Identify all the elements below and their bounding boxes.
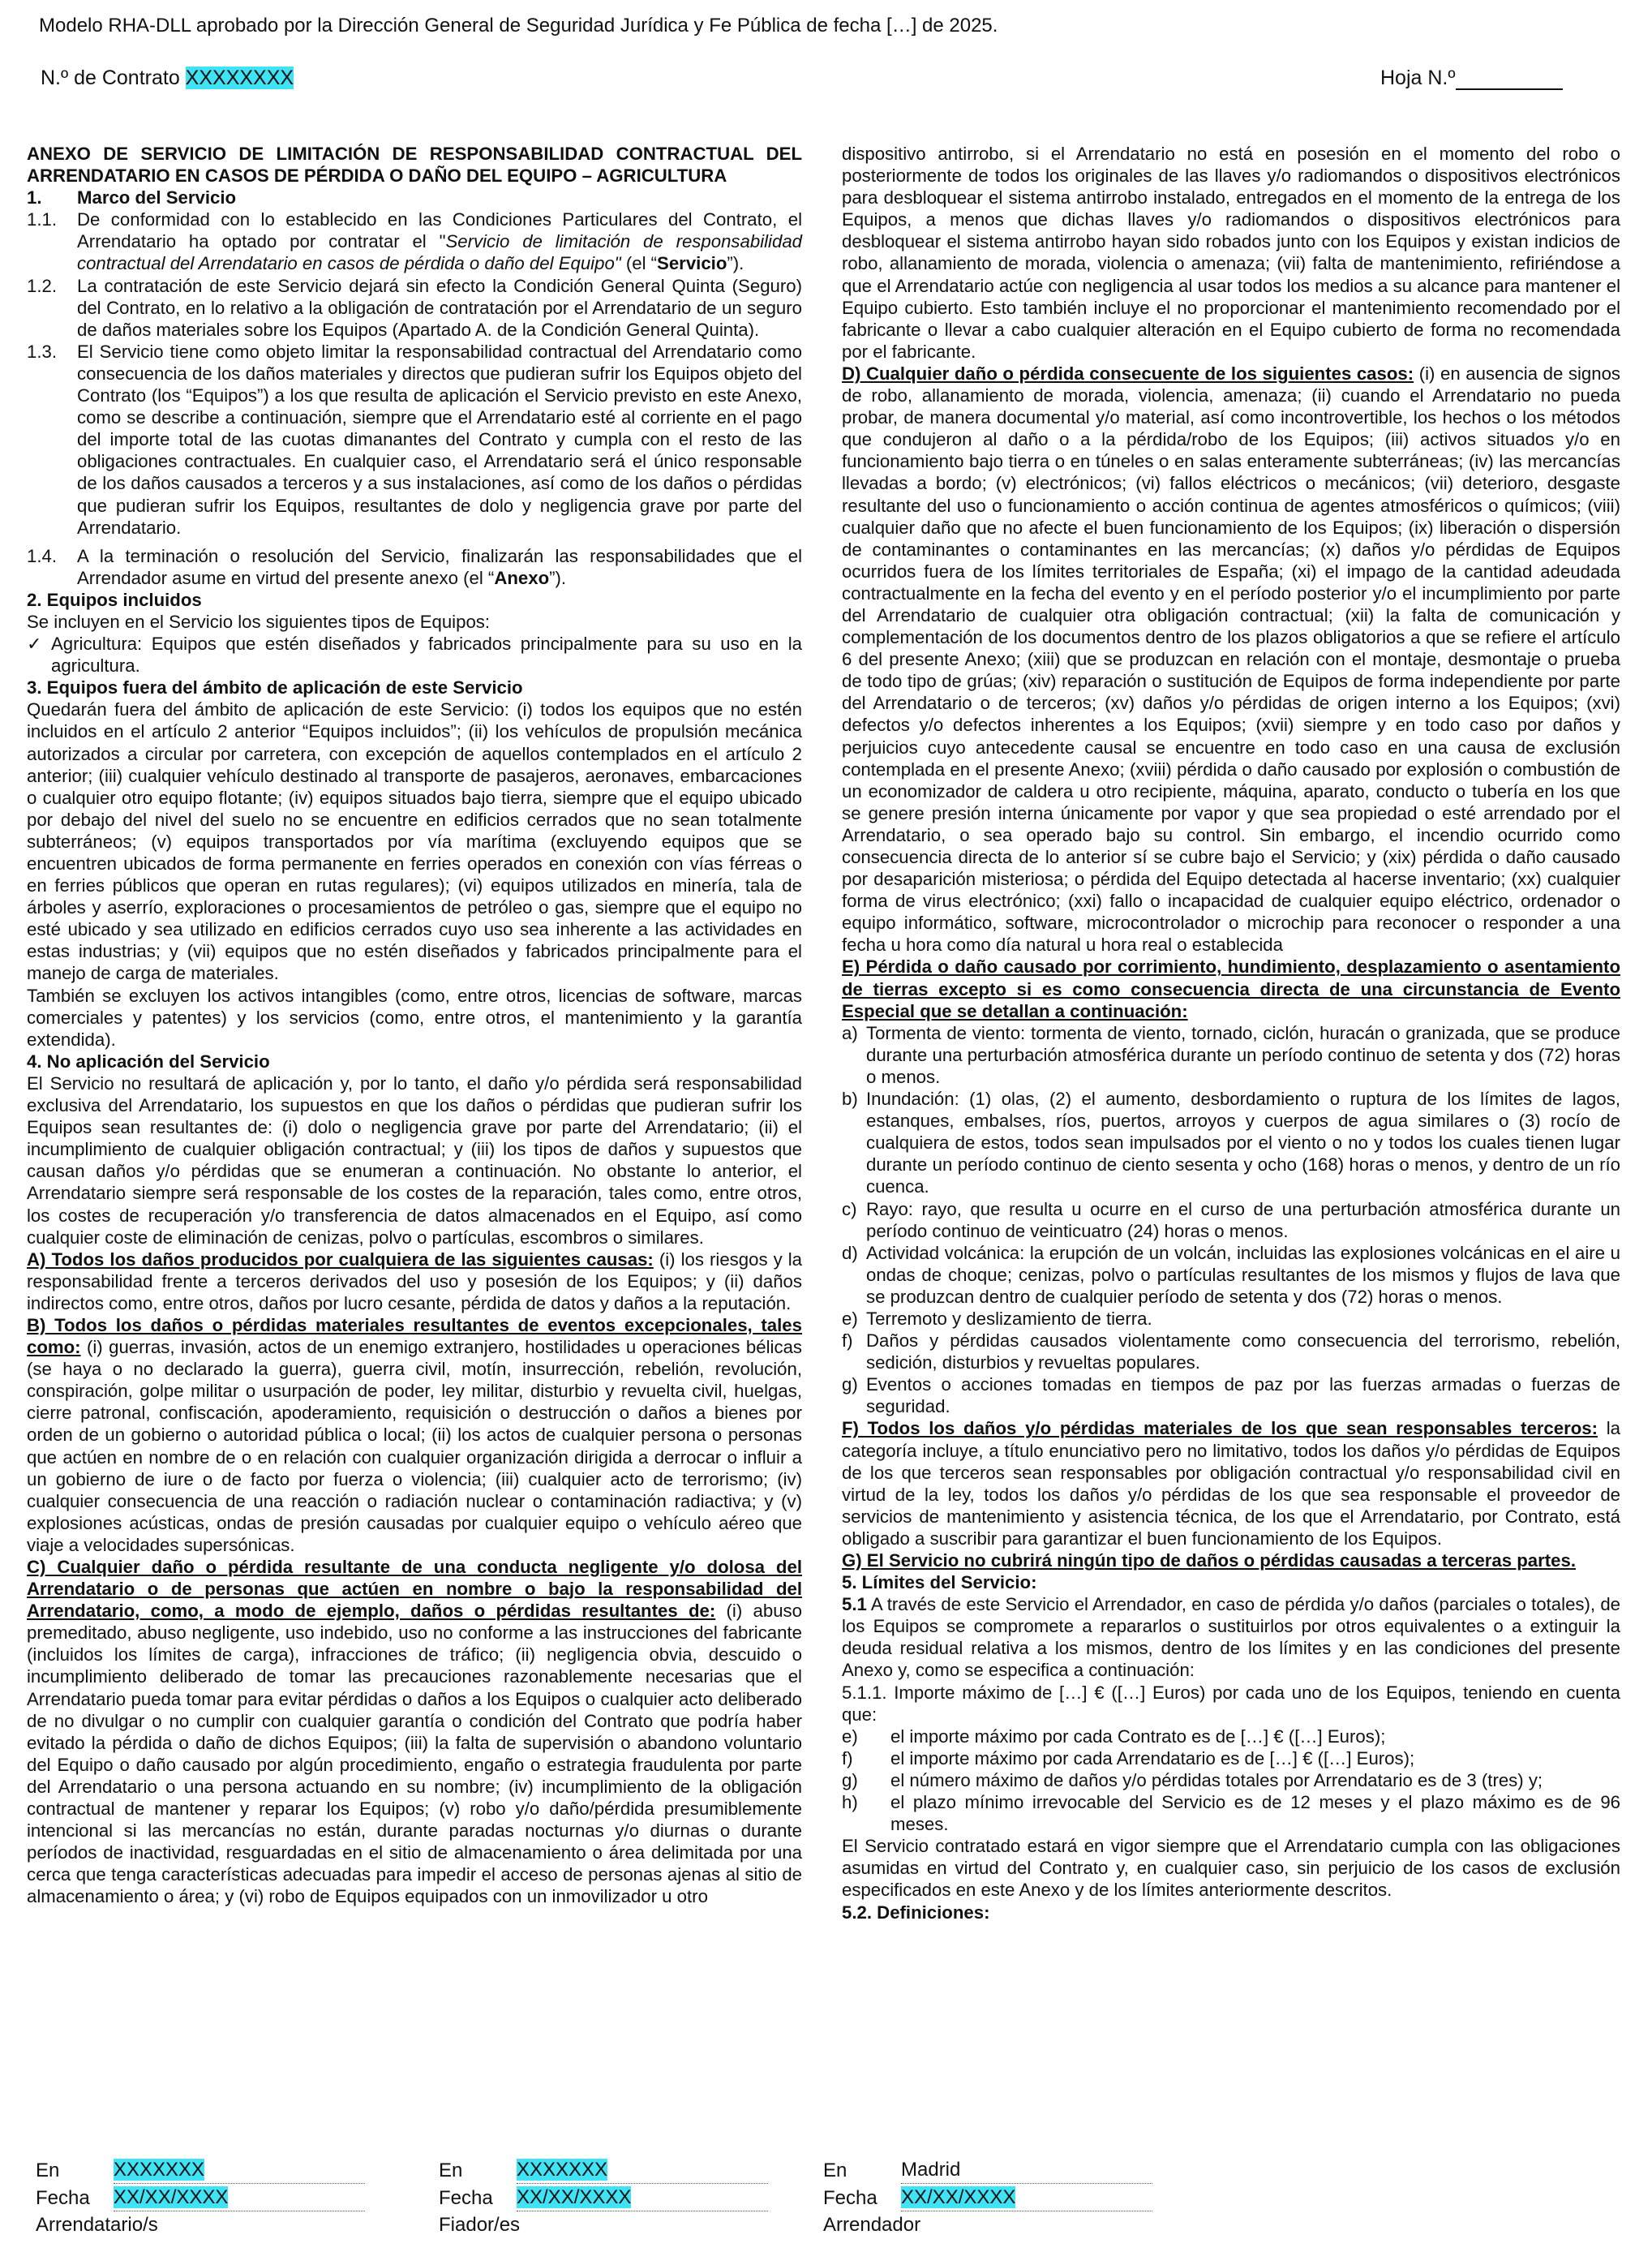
exclusion-d: D) Cualquier daño o pérdida consecuente de los siguientes casos: (i) en ausencia de signos de robo, allanamiento de morada, violencia, amenaza; (ii) cuando el Arrendatario no pueda probar, de manera documental y/o material, así como incontrovertible, los hechos o los métodos que condujeron al daño o a la pérdida/robo de los Equipos; (iii) activos situados y/o en funcionamiento bajo tierra o en túneles o en salas enteramente subterráneas; (iv) las mercancías llevadas a bordo; (v) electrónicos; (vi) fallos eléctricos o mecánicos; (vii) deterioro, desgaste resultante del uso o funcionamiento o acción continua de agentes atmosféricos o químicos; (viii) cualquier daño que no afecte el buen funcionamiento de los Equipos; (ix) liberación o dispersión de contaminantes o contaminantes en las mercancías; (x) daños y/o pérdidas de Equipos ocurridos fuera de los límites territoriales de España; (xi) el impago de la cantidad adeudada contractualmente en la fecha del evento y en el período posterior y/o el incumplimiento por parte del Arrendatario de cualquier otra obligación contractual; (xii) la falta de comunicación y complementación de los documentos dentro de los plazos obligatorios a que se refiere el artículo 6 del presente Anexo; (xiii) que se produzcan en relación con el montaje, desmontaje o prueba de todo tipo de grúas; (xiv) reparación o sustitución de Equipos de forma independiente por parte del Arrendatario o de terceros; (xv) daños y/o pérdidas de origen interno a los Equipos; (xvi) defectos y/o defectos inherentes a los Equipos; (xvii) siempre y en todo caso por daños y perjuicios cuyo antecedente causal se encuentre en todo caso en una causa de exclusión contemplada en el presente Anexo; (xviii) pérdida o daño causado por explosión o combustión de un economizador de caldera u otro recipiente, máquina, aparato, conducto o tubería en los que se genere presión interna únicamente por vapor y que sea propiedad o esté arrendado por el Arrendatario, o sea operado bajo su control. Sin embargo, el incendio ocurrido como consecuencia directa de lo anterior sí se cubre bajo el Servicio; y (xix) pérdida o daño causado por desaparición misteriosa; o pérdida del Equipo detectada al hacerse inventario; (xx) cualquier forma de virus electrónico; (xxi) fallo o incapacidad de cualquier equipo eléctrico, ordenador o equipo informático, software, microcontrolador o microchip para reconocer o responder a una fecha u hora como día natural u hora real o establecida <box>842 363 1621 956</box>
signatory-role: Arrendador <box>823 2214 921 2236</box>
approval-note: Modelo RHA-DLL aprobado por la Dirección General de Seguridad Jurídica y Fe Pública de fecha […] de 2025. <box>39 15 998 37</box>
clause-1-4: 1.4. A la terminación o resolución del Servicio, finalizarán las responsabilidades que el Arrendador asume en virtud del presente anexo (el “Anexo”). <box>27 545 802 588</box>
list-item: f) Daños y pérdidas causados violentamente como consecuencia del terrorismo, rebelión, sedición, disturbios y revueltas populares. <box>842 1330 1620 1373</box>
list-item: g) el número máximo de daños y/o pérdidas totales por Arrendatario es de 3 (tres) y; <box>842 1769 1543 1790</box>
signature-block-arrendador <box>823 2156 1152 2238</box>
date-field[interactable]: XX/XX/XXXX <box>901 2184 1152 2211</box>
place-field[interactable]: XXXXXXX <box>114 2156 365 2184</box>
sheet-number: Hoja N.º <box>1380 67 1563 90</box>
section-3-text-2: También se excluyen los activos intangibles (como, entre otros, licencias de software, marcas comerciales y patentes) y los servicios (como, entre otros, el mantenimiento y la garantía extendida). <box>27 985 802 1050</box>
section-2-heading: 2. Equipos incluidos <box>27 589 202 610</box>
exclusion-b: B) Todos los daños o pérdidas materiales resultantes de eventos excepcionales, tales como: (i) guerras, invasión, actos de un enemigo extranjero, hostilidades u operaciones bélicas (se haya o no declarado la guerra), guerra civil, motín, insurrección, rebelión, revolución, conspiración, golpe militar o usurpación de poder, ley militar, disturbio y revuelta civil, huelgas, cierre patronal, confiscación, apoderamiento, requisición o destrucción o daños a bienes por orden de un gobierno o autoridad pública o local; (ii) los actos de cualquier persona o personas que actúen en nombre de o en relación con cualquier organización dirigida a derrocar o influir a un gobierno de iure o de facto por fuerza o violencia; (iii) cualquier acto de terrorismo; (iv) cualquier consecuencia de una reacción o radiación nuclear o contaminación radiactiva; y (v) explosiones acústicas, ondas de presión causadas por cualquier equipo o vehículo aéreo que viaje a velocidades supersónicas. <box>27 1314 802 1555</box>
section-4-heading: 4. No aplicación del Servicio <box>27 1051 270 1072</box>
check-icon: ✓ <box>27 634 42 655</box>
clause-5-1: 5.1 A través de este Servicio el Arrendador, en caso de pérdida y/o daños (parciales o totales), de los Equipos se compromete a repararlos o sustituirlos por otros equivalentes o a extinguir la deuda residual relativa a los mismos, dentro de los límites y en las condiciones del presente Anexo y, como se especifica a continuación: <box>842 1594 1620 1681</box>
list-item: c) Rayo: rayo, que resulta u ocurre en el curso de una perturbación atmosférica durante un período continuo de veinticuatro (24) horas o menos. <box>842 1198 1620 1241</box>
list-item: e) Terremoto y deslizamiento de tierra. <box>842 1308 1152 1329</box>
exclusion-c-continued: dispositivo antirrobo, si el Arrendatario no está en posesión en el momento del robo o posteriormente de todos los originales de las llaves y/o radiomandos o dispositivos electrónicos para desbloquear el sistema antirrobo instalado, entregados en el momento de la entrega de los Equipos, a menos que dichas llaves y/o radiomandos o dispositivos electrónicos para desbloquear el sistema antirrobo hayan sido robados junto con los Equipos y existan indicios de robo, allanamiento de morada, violencia o amenaza; (vii) falta de mantenimiento, refiriéndose a que el Arrendatario actúe con negligencia al usar todos los medios a su alcance para mantener el Equipo cubierto. Esto también incluye el no proporcionar el mantenimiento recomendado por el fabricante o llevar a cabo cualquier alteración en el Equipo cubierto de forma no recomendada por el fabricante. <box>842 144 1620 362</box>
clause-1-3: 1.3. El Servicio tiene como objeto limitar la responsabilidad contractual del Arrendatario como consecuencia de los daños materiales y directos que pudieran sufrir los Equipos objeto del Contrato (los “Equipos”) a los que resulta de aplicación el Servicio previsto en este Anexo, como se describe a continuación, siempre que el Arrendatario esté al corriente en el pago del importe total de las cuotas dimanantes del Contrato y cumpla con el resto de las obligaciones contractuales. En cualquier caso, el Arrendatario será el único responsable de los daños causados a terceros y a sus instalaciones, así como de los daños o pérdidas que pudieran sufrir los Equipos, resultantes de dolo y negligencia grave por parte del Arrendatario. <box>27 341 802 538</box>
clause-5-2-heading: 5.2. Definiciones: <box>842 1902 990 1923</box>
right-column <box>842 143 1620 1923</box>
clause-5-1-1: 5.1.1. Importe máximo de […] € ([…] Euros) por cada uno de los Equipos, teniendo en cuenta que: <box>842 1682 1620 1725</box>
contract-number: N.º de Contrato XXXXXXXX <box>41 67 294 89</box>
place-field[interactable]: XXXXXXX <box>517 2156 768 2184</box>
exclusion-e-heading: E) Pérdida o daño causado por corrimiento, hundimiento, desplazamiento o asentamiento de tierras excepto si es como consecuencia directa de una circunstancia de Evento Especial que se detallan a continuación: <box>842 956 1620 1021</box>
limits-list <box>842 1726 1620 1835</box>
section-5-heading: 5. Límites del Servicio: <box>842 1572 1037 1593</box>
section-3-text: Quedarán fuera del ámbito de aplicación de este Servicio: (i) todos los equipos que no estén incluidos en el artículo 2 anterior “Equipos incluidos”; (ii) los vehículos de propulsión mecánica autorizados a circular por carretera, con excepción de aquellos contemplados en el artículo 2 anterior; (iii) cualquier vehículo destinado al transporte de pasajeros, aeronaves, embarcaciones o cualquier otro equipo flotante; (iv) equipos situados bajo tierra, siempre que el equipo ubicado por debajo del nivel del suelo no se encuentre en edificios cerrados que no sean totalmente subterráneos; (v) equipos transportados por vía marítima (excluyendo equipos que se encuentren ubicados de forma permanente en ferries operados en conexión con vías férreas o en ferries públicos que operan en rutas regulares); (vi) equipos utilizados en minería, tala de árboles y aserrío, exploraciones o procesamientos de petróleo o gas, siempre que el equipo no esté ubicado y sea utilizado en edificios cerrados cuyo uso sea inherente a las actividades en estas industrias; y (vii) equipos que no estén diseñados y fabricados principalmente para el manejo de carga de materiales. <box>27 699 802 984</box>
signature-block-fiador <box>439 2156 768 2238</box>
date-label: Fecha <box>36 2187 90 2209</box>
list-item: a) Tormenta de viento: tormenta de viento, tornado, ciclón, huracán o granizada, que se produce durante una perturbación atmosférica durante un período continuo de setenta y dos (72) horas o menos. <box>842 1022 1620 1087</box>
clause-1-2: 1.2. La contratación de este Servicio dejará sin efecto la Condición General Quinta (Seguro) del Contrato, en lo relativo a la obligación de contratación por el Arrendatario de un seguro de daños materiales sobre los Equipos (Apartado A. de la Condición General Quinta). <box>27 275 802 340</box>
section-5-closing: El Servicio contratado estará en vigor siempre que el Arrendatario cumpla con las obligaciones asumidas en virtud del Contrato y, en cualquier caso, sin perjuicio de los casos de exclusión especificados en este Anexo y de los límites anteriormente descritos. <box>842 1836 1620 1901</box>
section-2-item: ✓ Agricultura: Equipos que estén diseñados y fabricados principalmente para su uso en la agricultura. <box>27 634 802 677</box>
section-3-heading: 3. Equipos fuera del ámbito de aplicación de este Servicio <box>27 677 523 698</box>
date-label: Fecha <box>823 2187 877 2209</box>
date-field[interactable]: XX/XX/XXXX <box>114 2184 365 2211</box>
signatory-role: Fiador/es <box>439 2214 521 2236</box>
left-column <box>27 143 802 1908</box>
signature-block-arrendatario <box>36 2156 365 2238</box>
list-item: f) el importe máximo por cada Arrendatario es de […] € ([…] Euros); <box>842 1747 1415 1769</box>
place-field[interactable]: Madrid <box>901 2156 1152 2184</box>
list-item: e) el importe máximo por cada Contrato es de […] € ([…] Euros); <box>842 1726 1386 1747</box>
exclusion-c: C) Cualquier daño o pérdida resultante de una conducta negligente y/o dolosa del Arrendatario o de personas que actúen en nombre o bajo la responsabilidad del Arrendatario, como, a modo de ejemplo, daños o pérdidas resultantes de: (i) abuso premeditado, abuso negligente, uso indebido, uso no conforme a las instrucciones del fabricante (incluidos los límites de carga), infracciones de tráfico; (ii) negligencia obvia, descuido o incumplimiento deliberado de tomar las precauciones razonablemente necesarias que el Arrendatario pueda tomar para evitar pérdidas o daños a los Equipos o cualquier acto deliberado de no divulgar o no cumplir con cualquier garantía o condición del Contrato que podría haber evitado la pérdida o daño de dichos Equipos; (iii) la falta de supervisión o abandono voluntario del Equipo o daño causado por algún procedimiento, engaño o estrategia fraudulenta por parte del Arrendatario o una persona actuando en su nombre; (iv) incumplimiento de la obligación contractual de mantener y reparar los Equipos; (v) robo y/o daño/pérdida presumiblemente intencional si las mercancías no están, durante paradas nocturnas y/o diurnas o durante períodos de inactividad, resguardadas en el sitio de almacenamiento o área delimitada por una cerca que tenga características adecuadas para impedir el acceso de personas ajenas al sitio de almacenamiento o área; y (vi) robo de Equipos equipados con un inmovilizador u otro <box>27 1557 802 1907</box>
exclusion-e-list <box>842 1022 1620 1418</box>
section-4-text: El Servicio no resultará de aplicación y, por lo tanto, el daño y/o pérdida será responsabilidad exclusiva del Arrendatario, los supuestos en que los daños o pérdidas que pudieran sufrir los Equipos sean resultantes de: (i) dolo o negligencia grave por parte del Arrendatario; (ii) el incumplimiento de cualquier obligación contractual; y (iii) los tipos de daños y supuestos que causan daños y/o pérdidas que se enumeran a continuación. No obstante lo anterior, el Arrendatario siempre será responsable de los costes de la reparación, tales como, entre otros, los costes de recuperación y/o transferencia de datos almacenados en el Equipo, así como cualquier coste de eliminación de cenizas, polvo o partículas, escombros o similares. <box>27 1072 802 1248</box>
clause-1-1: 1.1. De conformidad con lo establecido en las Condiciones Particulares del Contrato, el Arrendatario ha optado por contratar el "Servicio de limitación de responsabilidad contractual del Arrendatario en casos de pérdida o daño del Equipo" (el “Servicio”). <box>27 209 803 274</box>
list-item: g) Eventos o acciones tomadas en tiempos de paz por las fuerzas armadas o fuerzas de seguridad. <box>842 1374 1620 1417</box>
exclusion-a: A) Todos los daños producidos por cualquiera de las siguientes causas: (i) los riesgos y la responsabilidad frente a terceros derivados del uso y posesión de los Equipos; y (ii) daños indirectos como, entre otros, daños por lucro cesante, pérdida de datos y daños a la reputación. <box>27 1248 803 1313</box>
annex-title: ANEXO DE SERVICIO DE LIMITACIÓN DE RESPONSABILIDAD CONTRACTUAL DEL ARRENDATARIO EN CASOS DE PÉRDIDA O DAÑO DEL EQUIPO – AGRICULTURA <box>27 144 802 187</box>
section-2-intro: Se incluyen en el Servicio los siguientes tipos de Equipos: <box>27 611 491 632</box>
date-field[interactable]: XX/XX/XXXX <box>517 2184 768 2211</box>
signatory-role: Arrendatario/s <box>36 2214 158 2236</box>
list-item: d) Actividad volcánica: la erupción de un volcán, incluidas las explosiones volcánicas en el aire u ondas de choque; cenizas, polvo o partículas resultantes de los mismos y flujos de lava que se produzcan dentro de cualquier período de setenta y dos (72) horas o menos. <box>842 1242 1620 1307</box>
place-label: En <box>36 2160 60 2181</box>
place-label: En <box>439 2160 463 2181</box>
list-item: b) Inundación: (1) olas, (2) el aumento, desbordamiento o ruptura de los límites de lagos, estanques, embalses, ríos, puertos, arroyos y cuerpos de agua similares o (3) rocío de cualquiera de estos, todos sean impulsados por el viento o no y todos los cuales tienen lugar durante un período continuo de ciento sesenta y ocho (168) horas o menos, y dentro de un río cuenca. <box>842 1089 1620 1197</box>
exclusion-g: G) El Servicio no cubrirá ningún tipo de daños o pérdidas causadas a terceras partes. <box>842 1550 1577 1571</box>
list-item: h) el plazo mínimo irrevocable del Servicio es de 12 meses y el plazo máximo es de 96 meses. <box>842 1792 1620 1835</box>
section-1-heading: 1. Marco del Servicio <box>27 187 237 208</box>
date-label: Fecha <box>439 2187 493 2209</box>
exclusion-f: F) Todos los daños y/o pérdidas materiales de los que sean responsables terceros: la categoría incluye, a título enunciativo pero no limitativo, todos los daños y/o pérdidas de Equipos de los que terceros sean responsables por obligación contractual y/o responsabilidad civil en virtud de la ley, todos los daños y/o pérdidas de los que sea responsable el proveedor de servicios de mantenimiento y asistencia técnica, de los que el Arrendatario, por Contrato, está obligado a suscribir para garantizar el buen funcionamiento de los Equipos. <box>842 1418 1621 1549</box>
place-label: En <box>823 2160 847 2181</box>
contract-value: XXXXXXXX <box>185 67 294 89</box>
